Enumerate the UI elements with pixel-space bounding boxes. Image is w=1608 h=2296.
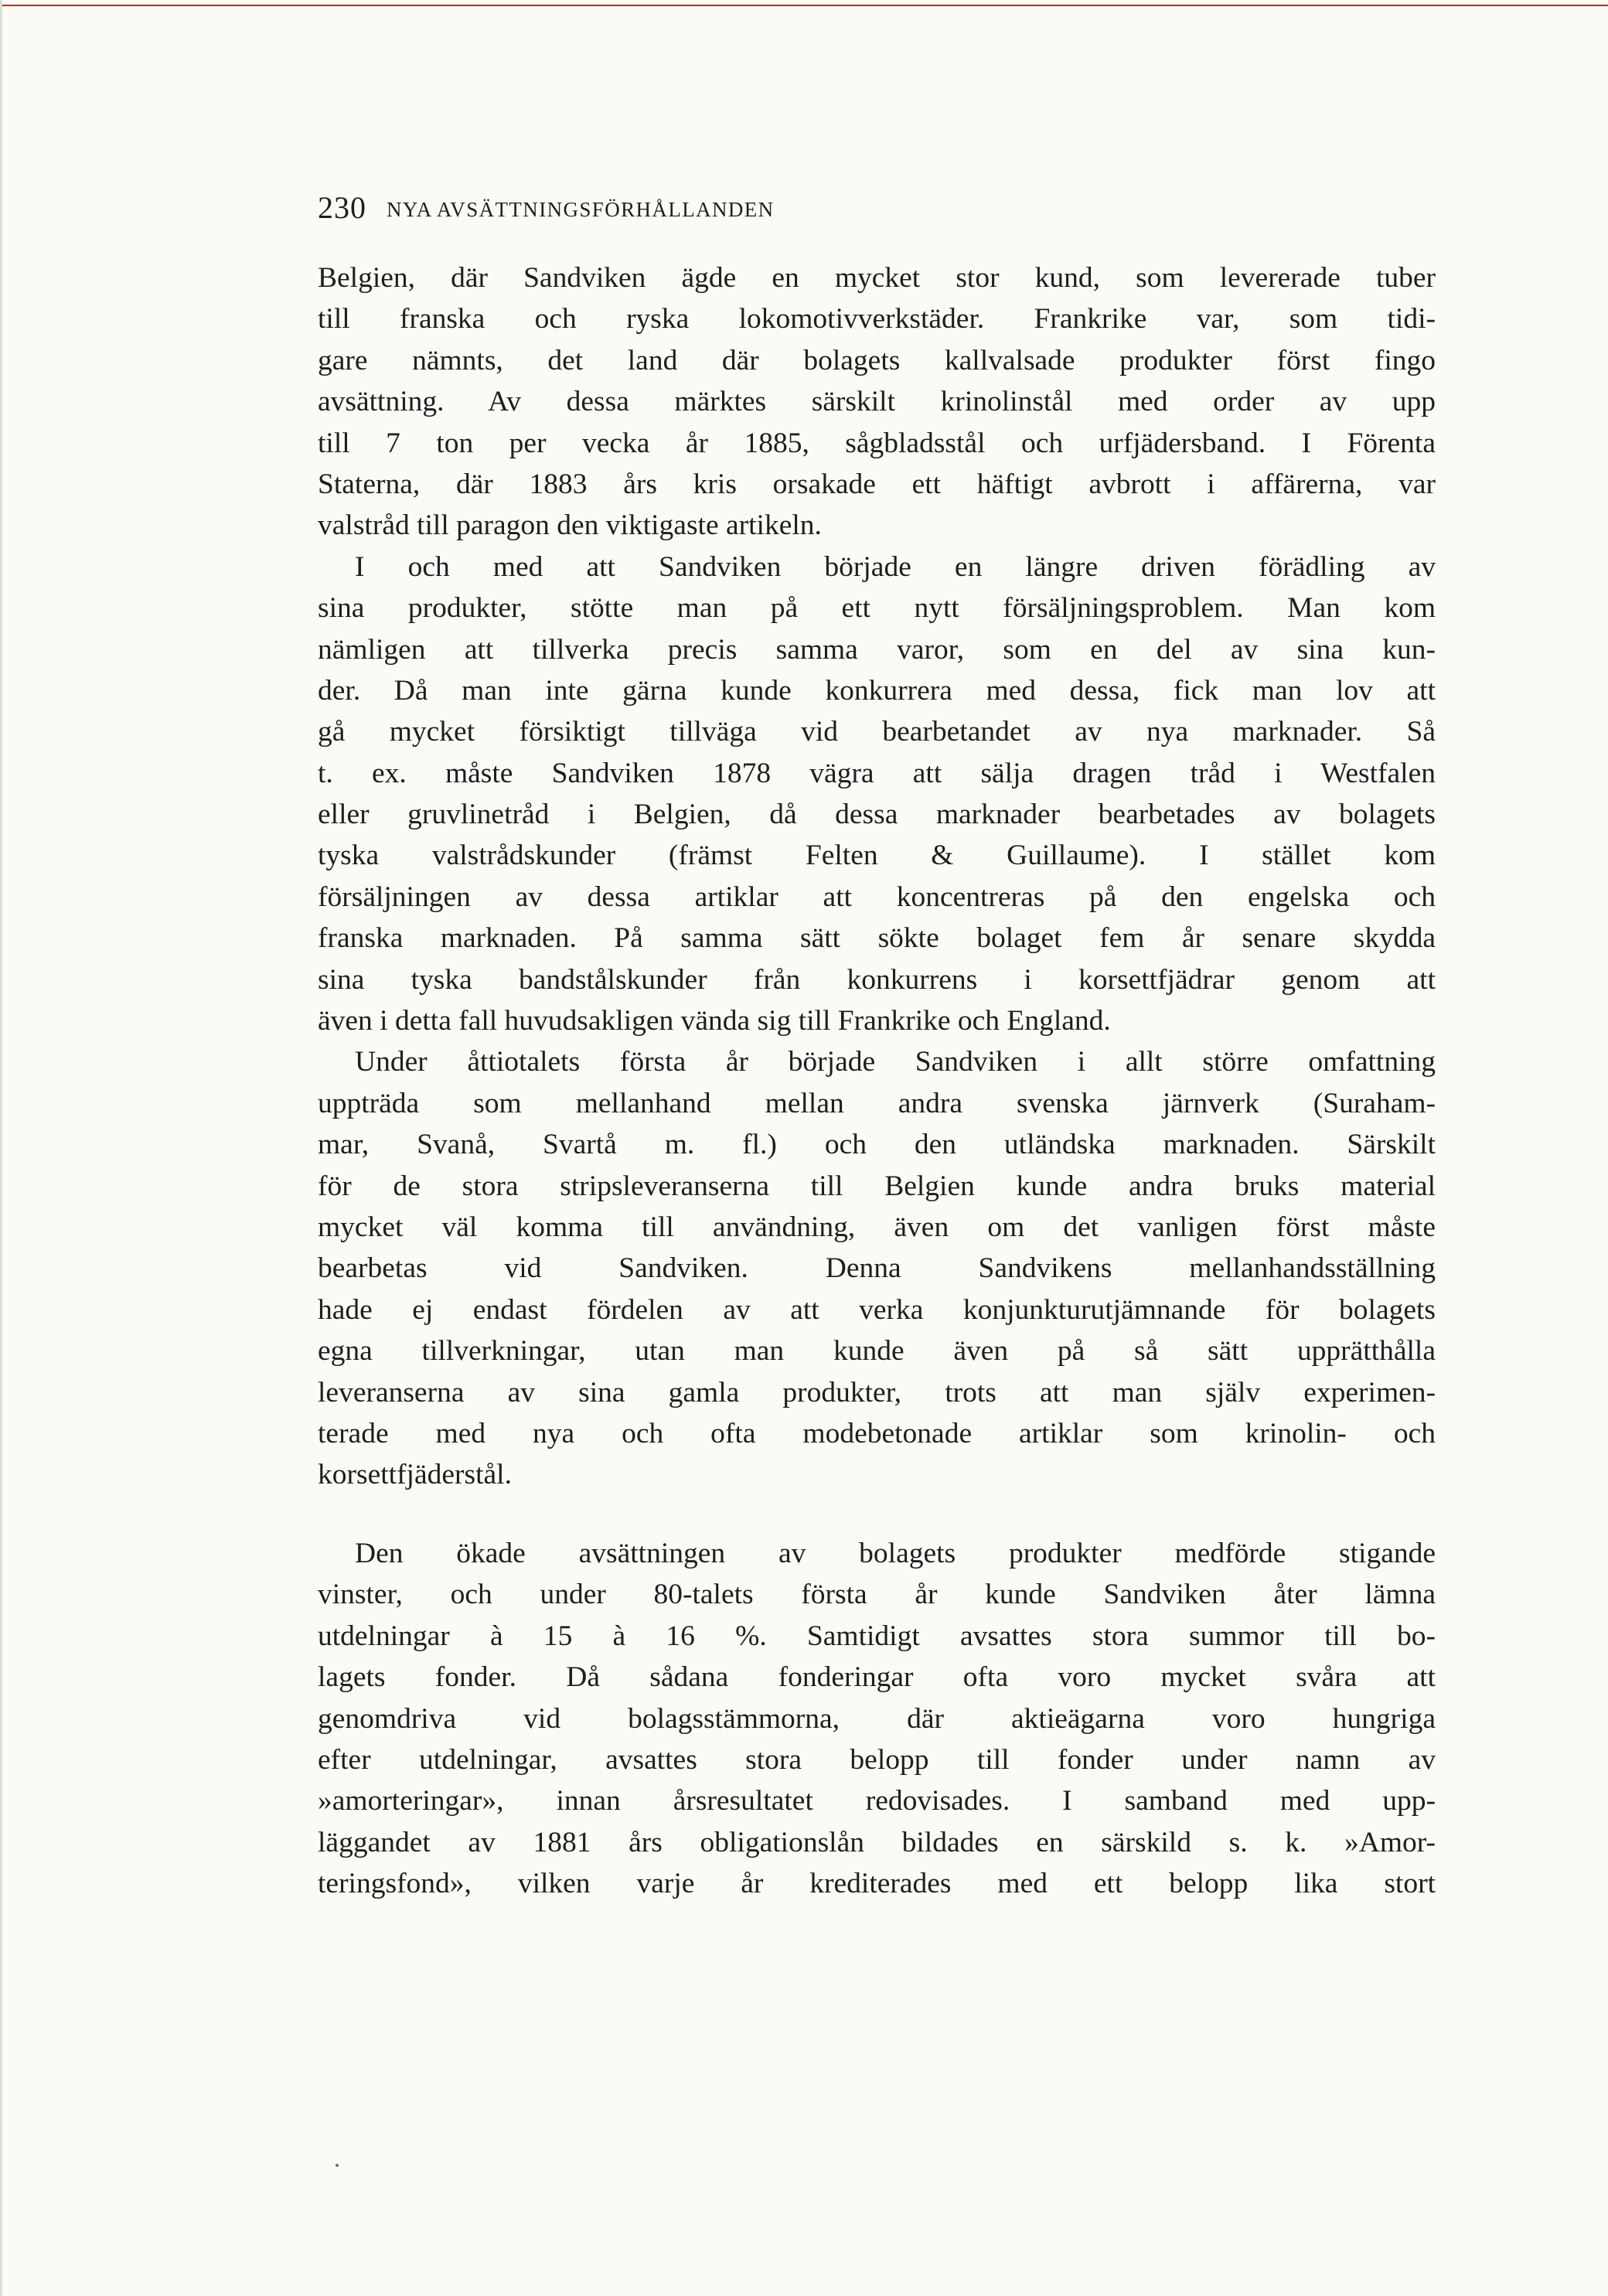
paragraph bbox=[318, 1533, 1436, 1905]
body-text-section-2 bbox=[318, 1533, 1436, 1905]
text-line: terade med nya och ofta modebetonade artiklar som krinolin- och bbox=[318, 1417, 1436, 1449]
text-line: eller gruvlinetråd i Belgien, då dessa marknader bearbetades av bolagets bbox=[318, 799, 1436, 831]
text-line: efter utdelningar, avsattes stora belopp till fonder under namn av bbox=[318, 1743, 1436, 1776]
text-line: för de stora stripsleveranserna till Belgien kunde andra bruks material bbox=[318, 1170, 1436, 1202]
text-line: utdelningar à 15 à 16 %. Samtidigt avsattes stora summor till bo- bbox=[318, 1620, 1436, 1652]
body-text-section-1 bbox=[318, 257, 1436, 1496]
running-title: NYA AVSÄTTNINGSFÖRHÅLLANDEN bbox=[387, 198, 775, 221]
text-line: hade ej endast fördelen av att verka konjunkturutjämnande för bolagets bbox=[318, 1293, 1436, 1326]
text-line: mycket väl komma till användning, även om det vanligen först måste bbox=[318, 1211, 1436, 1243]
text-line: sina tyska bandstålskunder från konkurrens i korsettfjädrar genom att bbox=[318, 963, 1436, 996]
text-line: mar, Svanå, Svartå m. fl.) och den utländska marknaden. Särskilt bbox=[318, 1129, 1436, 1161]
text-line: nämligen att tillverka precis samma varor, som en del av sina kun- bbox=[318, 633, 1436, 666]
text-line: uppträda som mellanhand mellan andra svenska järnverk (Suraham- bbox=[318, 1087, 1436, 1119]
text-line: genomdriva vid bolagsstämmorna, där aktieägarna voro hungriga bbox=[318, 1702, 1436, 1735]
text-line: »amorteringar», innan årsresultatet redovisades. I samband med upp- bbox=[318, 1785, 1436, 1817]
text-line: vinster, och under 80-talets första år kunde Sandviken åter lämna bbox=[318, 1579, 1436, 1611]
text-line: även i detta fall huvudsakligen vända sig till Frankrike och England. bbox=[318, 1005, 1111, 1037]
text-line: leveranserna av sina gamla produkter, trots att man själv experimen- bbox=[318, 1376, 1436, 1409]
top-edge-rule bbox=[2, 5, 1608, 6]
paragraph bbox=[318, 547, 1436, 1042]
text-line: Den ökade avsättningen av bolagets produkter medförde stigande bbox=[355, 1538, 1436, 1569]
text-line: franska marknaden. På samma sätt sökte bolaget fem år senare skydda bbox=[318, 922, 1436, 955]
paragraph bbox=[318, 257, 1436, 547]
text-line: Belgien, där Sandviken ägde en mycket stor kund, som levererade tuber bbox=[318, 262, 1436, 294]
text-line: avsättning. Av dessa märktes särskilt krinolinstål med order av upp bbox=[318, 386, 1436, 418]
text-line: Staterna, där 1883 års kris orsakade ett häftigt avbrott i affärerna, var bbox=[318, 468, 1436, 500]
text-line: bearbetas vid Sandviken. Denna Sandvikens mellanhandsställning bbox=[318, 1252, 1436, 1285]
page-header bbox=[318, 188, 1436, 228]
text-line: der. Då man inte gärna kunde konkurrera med dessa, fick man lov att bbox=[318, 674, 1436, 707]
text-line: teringsfond», vilken varje år krediterades med ett belopp lika stort bbox=[318, 1868, 1436, 1900]
text-line: gå mycket försiktigt tillväga vid bearbetandet av nya marknader. Så bbox=[318, 716, 1436, 748]
text-line: sina produkter, stötte man på ett nytt försäljningsproblem. Man kom bbox=[318, 592, 1436, 625]
text-line: egna tillverkningar, utan man kunde även på så sätt upprätthålla bbox=[318, 1335, 1436, 1368]
text-line: valstråd till paragon den viktigaste artikeln. bbox=[318, 509, 822, 542]
text-line: gare nämnts, det land där bolagets kallvalsade produkter först fingo bbox=[318, 344, 1436, 376]
text-line: till franska och ryska lokomotivverkstäder. Frankrike var, som tidi- bbox=[318, 303, 1436, 336]
text-line: tyska valstrådskunder (främst Felten & Guillaume). I stället kom bbox=[318, 840, 1436, 872]
paragraph bbox=[318, 1041, 1436, 1495]
text-line: t. ex. måste Sandviken 1878 vägra att sälja dragen tråd i Westfalen bbox=[318, 757, 1436, 789]
text-line: till 7 ton per vecka år 1885, sågbladsstål och urfjädersband. I Förenta bbox=[318, 427, 1436, 459]
paper-speck bbox=[336, 2164, 339, 2167]
text-line: läggandet av 1881 års obligationslån bildades en särskild s. k. »Amor- bbox=[318, 1826, 1436, 1858]
text-line: korsettfjäderstål. bbox=[318, 1459, 512, 1491]
text-line: Under åttiotalets första år började Sandviken i allt större omfattning bbox=[355, 1046, 1436, 1078]
text-line: försäljningen av dessa artiklar att koncentreras på den engelska och bbox=[318, 881, 1436, 913]
text-line: I och med att Sandviken började en längre driven förädling av bbox=[355, 550, 1436, 583]
page-number: 230 bbox=[318, 190, 366, 225]
text-line: lagets fonder. Då sådana fonderingar ofta voro mycket svåra att bbox=[318, 1661, 1436, 1694]
